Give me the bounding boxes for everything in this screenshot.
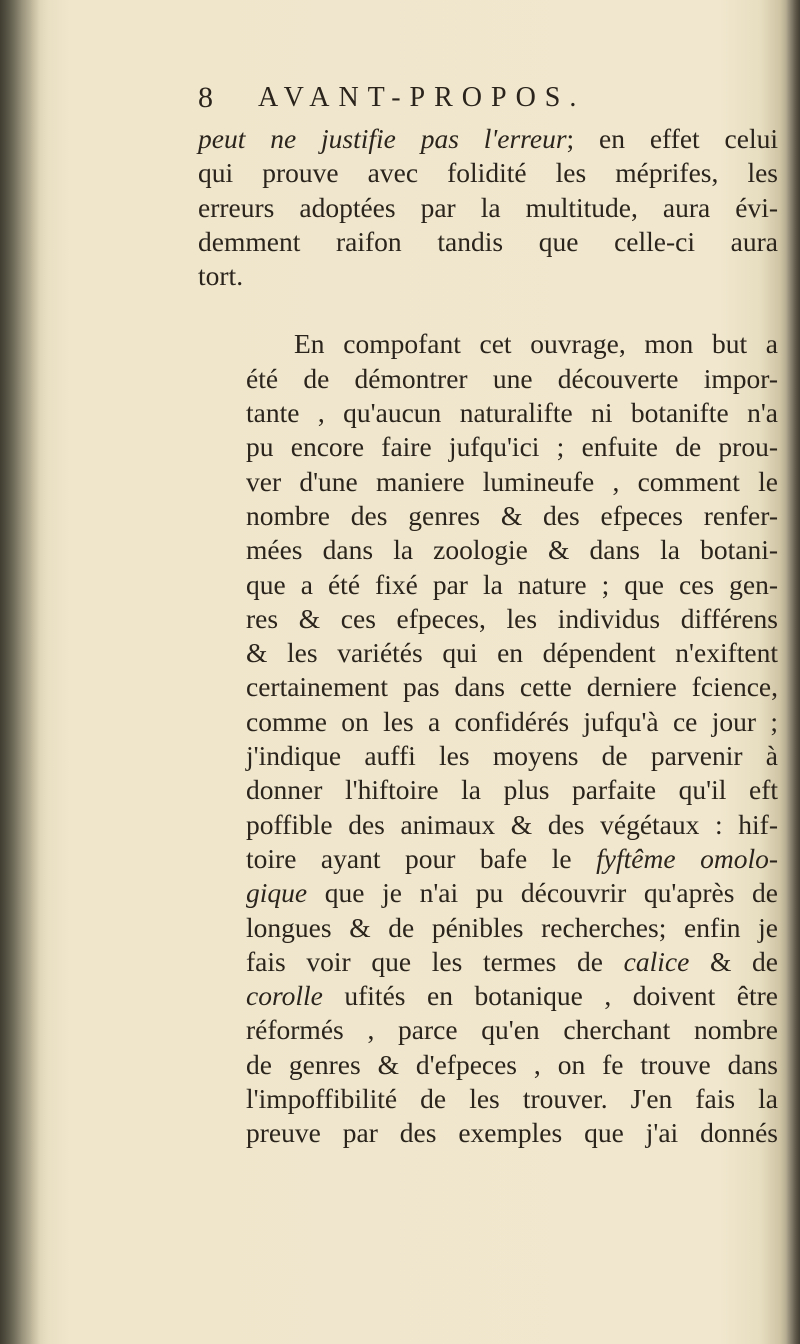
- text-line: mées dans la zoologie & dans la botani-: [246, 534, 778, 566]
- text-line: [198, 945, 778, 979]
- italic-phrase: peut ne justifie pas l'erreur: [198, 123, 567, 154]
- text-line: j'indique auffi les moyens de parvenir à: [246, 740, 778, 772]
- text-line: ver d'une maniere lumineufe , comment le: [246, 465, 778, 497]
- text-line: & les variétés qui en dépendent n'exiftent: [246, 637, 778, 669]
- text-line: longues & de pénibles recherches; enfin je: [246, 911, 778, 943]
- text-line: tante , qu'aucun naturalifte ni botanifte n'a: [246, 397, 778, 429]
- text-line: été de démontrer une découverte impor-: [246, 362, 778, 394]
- text-line: que a été fixé par la nature ; que ces gen-: [246, 568, 778, 600]
- text-span: fais voir que les termes de: [246, 945, 624, 977]
- body-text: [198, 122, 778, 1151]
- text-line: tort.: [198, 260, 244, 292]
- paragraph-1: [198, 122, 778, 293]
- text-span: ; en effet celui: [566, 123, 778, 154]
- text-line: [198, 842, 778, 876]
- text-span: toire ayant pour bafe le: [246, 842, 597, 874]
- binding-gutter-shadow: [0, 0, 40, 1344]
- text-line: réformés , parce qu'en cherchant nombre: [246, 1014, 778, 1046]
- text-span: que je n'ai pu découvrir qu'après de: [307, 877, 778, 909]
- text-line: erreurs adoptées par la multitude, aura évi-: [198, 191, 778, 223]
- italic-phrase: fyftême omolo-: [596, 842, 778, 874]
- italic-phrase: corolle: [246, 980, 323, 1012]
- text-line: res & ces efpeces, les individus différens: [246, 602, 778, 634]
- running-head: AVANT-PROPOS.: [258, 82, 586, 113]
- text-line: preuve par des exemples que j'ai donnés: [246, 1117, 778, 1149]
- text-line: qui prouve avec folidité les méprifes, les: [198, 157, 778, 189]
- text-line: comme on les a confidérés jufqu'à ce jour ;: [246, 705, 778, 737]
- text-line: donner l'hiftoire la plus parfaite qu'il eft: [246, 774, 778, 806]
- text-line: [198, 979, 778, 1013]
- text-line: nombre des genres & des efpeces renfer-: [246, 499, 778, 531]
- italic-phrase: calice: [623, 945, 690, 977]
- text-line: [198, 876, 778, 910]
- text-line: l'impoffibilité de les trouver. J'en fais la: [246, 1083, 778, 1115]
- text-line: certainement pas dans cette derniere fcience,: [246, 671, 778, 703]
- paragraph-2: [198, 327, 778, 1150]
- page-number: 8: [198, 81, 213, 114]
- page-edge-shadow: [786, 0, 800, 1344]
- text-line: [198, 122, 778, 156]
- text-span: ufités en botanique , doivent être: [322, 980, 778, 1012]
- page-header: [198, 78, 778, 118]
- text-line: de genres & d'efpeces , on fe trouve dans: [246, 1048, 778, 1080]
- text-line: demment raifon tandis que celle-ci aura: [198, 225, 778, 257]
- text-line: pu encore faire jufqu'ici ; enfuite de prou-: [246, 431, 778, 463]
- italic-phrase: gique: [246, 877, 308, 909]
- text-line: En compofant cet ouvrage, mon but a: [294, 328, 778, 360]
- text-span: & de: [689, 945, 778, 977]
- text-line: poffible des animaux & des végétaux : hif-: [246, 808, 778, 840]
